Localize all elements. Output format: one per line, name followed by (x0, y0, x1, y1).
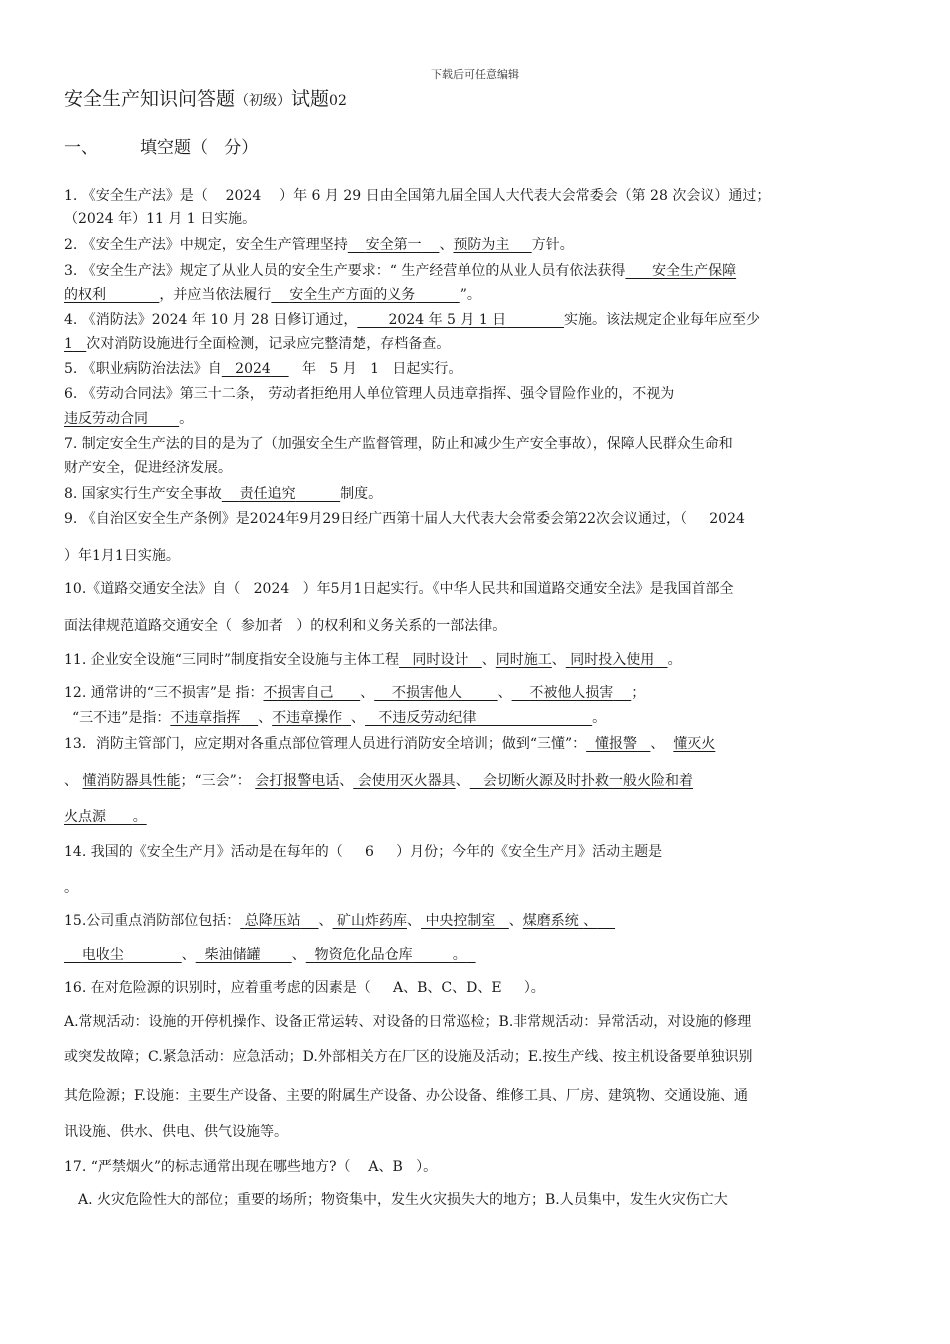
question-2: 2. 《安全生产法》中规定，安全生产管理坚持 安全第一 、预防为主 方针。 (64, 237, 574, 253)
question-1-line-1: 1. 《安全生产法》是（ 2024 ）年 6 月 29 日由全国第九届全国人大代表大会常委会（第 28 次会议）通过； (64, 188, 771, 204)
question-16-option-line-4: 讯设施、供水、供电、供气设施等。 (64, 1124, 288, 1140)
question-12-line-1: 12. 通常讲的“三不损害”是 指：不损害自己 、 不损害他人 、 不被他人损害 ； (64, 685, 646, 701)
question-15-line-2: 电收尘 、 柴油储罐 、 物资危化品仓库 。 (81, 947, 467, 963)
question-11: 11. 企业安全设施“三同时”制度指安全设施与主体工程 同时设计 、同时施工、 同时投入使用 。 (64, 652, 682, 668)
page-header: 下载后可任意编辑 (431, 68, 519, 81)
question-15-line-1: 15.公司重点消防部位包括： 总降压站 、 矿山炸药库、 中央控制室 、煤磨系统 、 (64, 913, 598, 929)
question-16: 16. 在对危险源的识别时，应着重考虑的因素是（ A、B、C、D、E ）。 (64, 980, 545, 996)
question-3-line-1: 3. 《安全生产法》规定了从业人员的安全生产要求：“ 生产经营单位的从业人员有依法获得 安全生产保障 (64, 263, 737, 279)
question-14-line-2: 。 (64, 880, 78, 896)
question-6-line-2: 违反劳动合同 。 (64, 411, 194, 427)
question-10-line-2: 面法律规范道路交通安全（ 参加者 ）的权利和义务关系的一部法律。 (64, 618, 507, 634)
page-title: 安全生产知识问答题（初级）试题02 (64, 88, 347, 110)
question-14-line-1: 14. 我国的《安全生产月》活动是在每年的（ 6 ）月份；今年的《安全生产月》活动主题是 (64, 844, 663, 860)
question-4-line-1: 4. 《消防法》2024 年 10 月 28 日修订通过， 2024 年 5 月 1 日 实施。该法规定企业每年应至少 (64, 312, 761, 328)
question-8: 8. 国家实行生产安全事故 责任追究 制度。 (64, 486, 383, 502)
question-13-line-2: 、 懂消防器具性能；“三会”： 会打报警电话、 会使用灭火器具、 会切断火源及时扑救一般火险和着 (64, 773, 694, 789)
question-3-line-2: 的权利 ，并应当依法履行 安全生产方面的义务 ”。 (64, 287, 481, 303)
question-17-option-line-1: A. 火灾危险性大的部位；重要的场所；物资集中，发生火灾损失大的地方；B.人员集中，发生火灾伤亡大 (78, 1192, 728, 1208)
question-16-option-line-2: 或突发故障；C.紧急活动：应急活动；D.外部相关方在厂区的设施及活动；E.按生产线、按主机设备要单独识别 (64, 1049, 753, 1065)
question-17: 17. “严禁烟火”的标志通常出现在哪些地方?（ A、B ）。 (64, 1159, 438, 1175)
question-7-line-1: 7. 制定安全生产法的目的是为了（加强安全生产监督管理，防止和减少生产安全事故），保障人民群众生命和 (64, 436, 733, 452)
question-13-line-3: 火点源 。 (64, 809, 147, 825)
question-4-line-2: 1 次对消防设施进行全面检测，记录应完整清楚，存档备查。 (64, 336, 451, 352)
question-6-line-1: 6. 《劳动合同法》第三十二条， 劳动者拒绝用人单位管理人员违章指挥、强令冒险作业的，不视为 (64, 386, 675, 402)
question-12-line-2: “三不违”是指：不违章指挥 、不违章操作 、 不违反劳动纪律 。 (72, 710, 607, 726)
question-7-line-2: 财产安全，促进经济发展。 (64, 460, 232, 476)
question-5: 5. 《职业病防治法法》自 2024 年 5 月 1 日起实行。 (64, 361, 463, 377)
section-heading: 一、 填空题（ 分） (64, 138, 259, 158)
question-16-option-line-1: A.常规活动：设施的开停机操作、设备正常运转、对设备的日常巡检；B.非常规活动：异常活动，对设施的修理 (64, 1014, 752, 1030)
question-9-line-1: 9. 《自治区安全生产条例》是2024年9月29日经广西第十届人大代表大会常委会第22次会议通过，（ 2024 (64, 511, 745, 527)
question-13-line-1: 13．消防主管部门，应定期对各重点部位管理人员进行消防安全培训；做到“三懂”： 懂报警 、 懂灭火 (64, 736, 716, 752)
question-16-option-line-3: 其危险源；F.设施：主要生产设备、主要的附属生产设备、办公设备、维修工具、厂房、建筑物、交通设施、通 (64, 1088, 748, 1104)
question-10-line-1: 10.《道路交通安全法》自（ 2024 ）年5月1日起实行。《中华人民共和国道路交通安全法》是我国首部全 (64, 581, 734, 597)
question-9-line-2: ）年1月1日实施。 (64, 548, 180, 564)
question-1-line-2: （2024 年）11 月 1 日实施。 (64, 211, 257, 227)
